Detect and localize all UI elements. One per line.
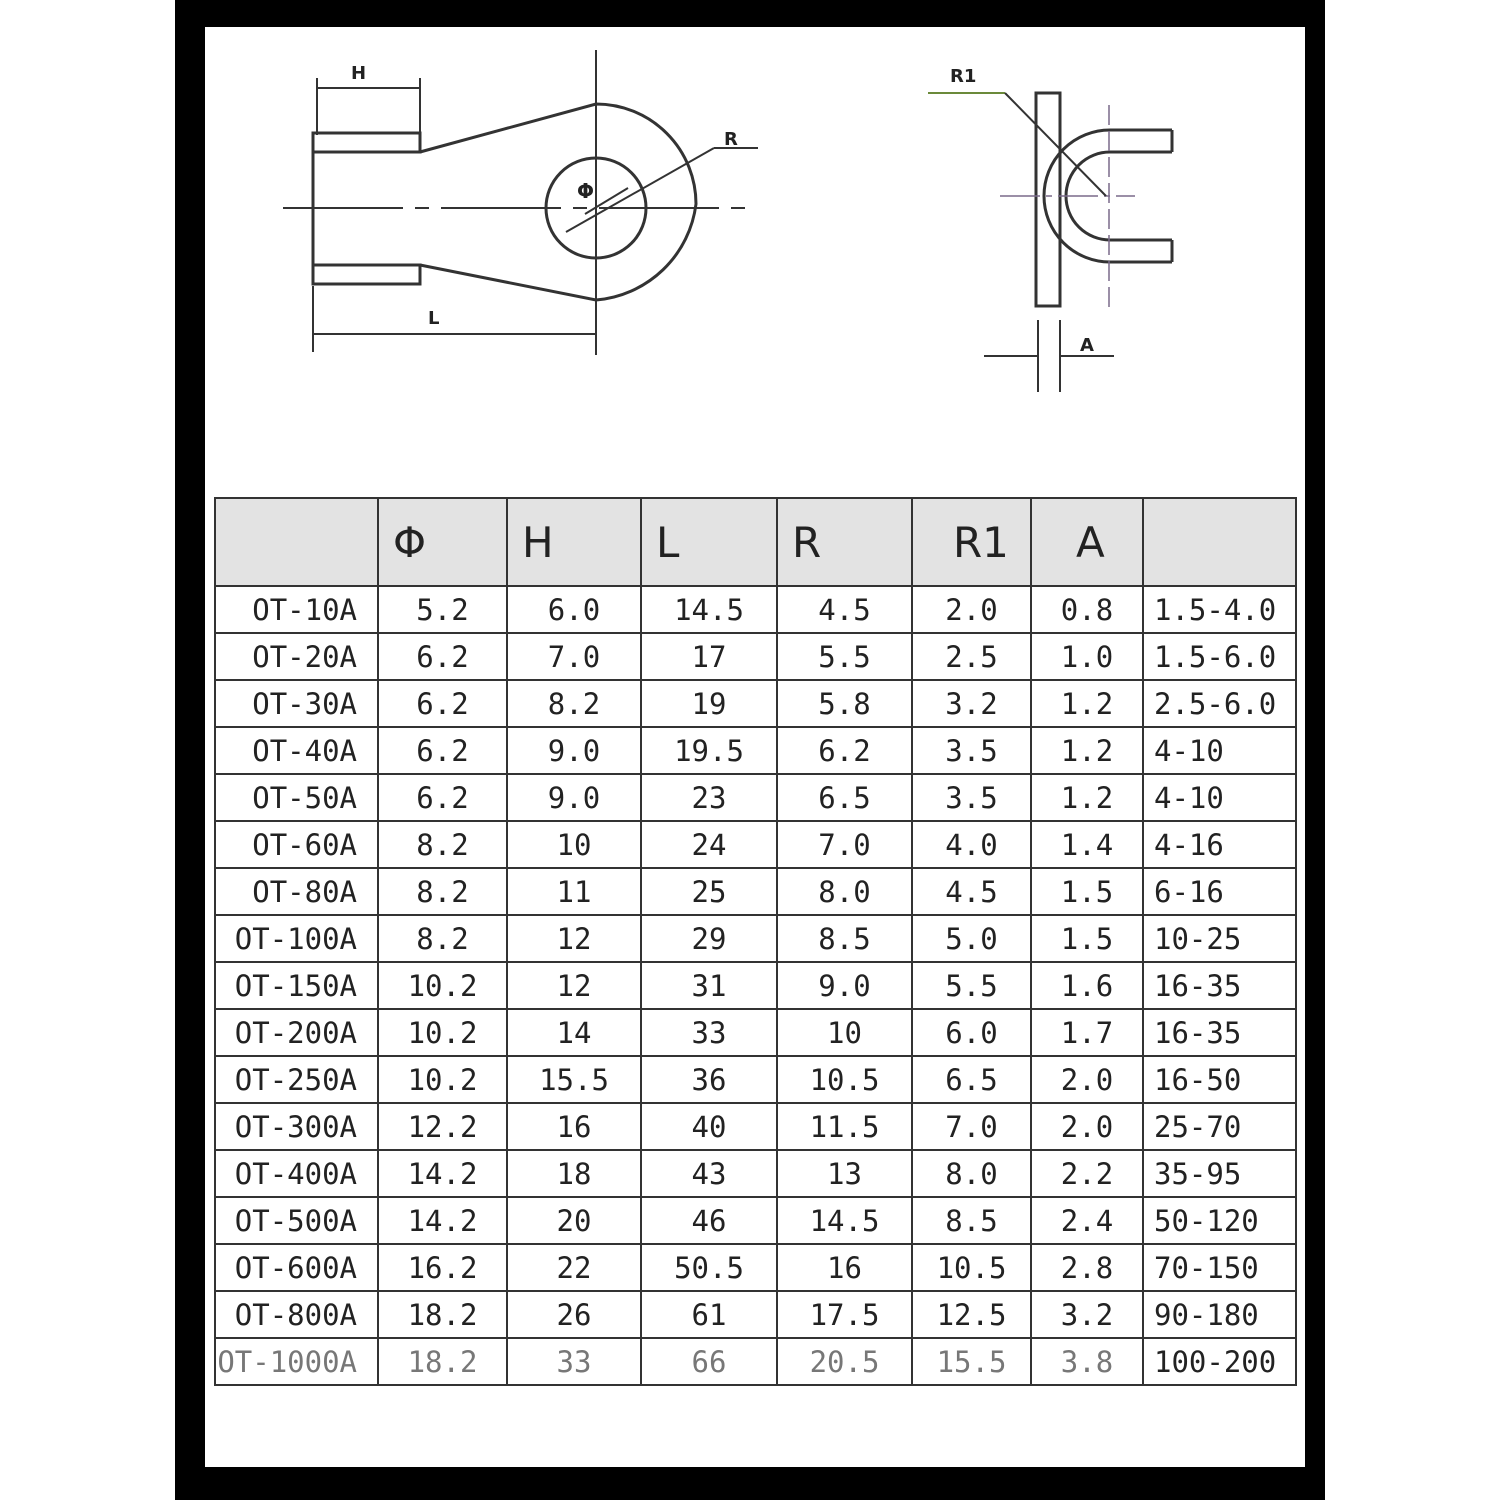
table-row (215, 1197, 1296, 1244)
table-row (215, 1150, 1296, 1197)
cell-l: 24 (641, 821, 777, 868)
cell-h: 12 (507, 962, 641, 1009)
table-row (215, 915, 1296, 962)
cell-model: OT-30A (215, 680, 378, 727)
header-a: A (1031, 498, 1143, 586)
cell-h: 12 (507, 915, 641, 962)
cell-wire: 35-95 (1143, 1150, 1296, 1197)
table-row (215, 1056, 1296, 1103)
table-row (215, 633, 1296, 680)
cell-phi: 6.2 (378, 680, 507, 727)
cell-model: OT-1000A (215, 1338, 378, 1385)
cell-model: OT-20A (215, 633, 378, 680)
cell-r1: 5.5 (912, 962, 1031, 1009)
cell-wire: 90-180 (1143, 1291, 1296, 1338)
cell-model: OT-80A (215, 868, 378, 915)
cell-a: 2.8 (1031, 1244, 1143, 1291)
tongue-plate-section (1036, 93, 1060, 306)
cell-r: 5.5 (777, 633, 912, 680)
table-row (215, 1291, 1296, 1338)
cell-r: 13 (777, 1150, 912, 1197)
cell-wire: 4-10 (1143, 774, 1296, 821)
cell-wire: 16-50 (1143, 1056, 1296, 1103)
cell-l: 50.5 (641, 1244, 777, 1291)
cell-r1: 3.2 (912, 680, 1031, 727)
cell-h: 22 (507, 1244, 641, 1291)
cell-wire: 70-150 (1143, 1244, 1296, 1291)
cell-r1: 6.0 (912, 1009, 1031, 1056)
cell-r: 9.0 (777, 962, 912, 1009)
cell-r1: 7.0 (912, 1103, 1031, 1150)
header-l: L (641, 498, 777, 586)
cell-model: OT-200A (215, 1009, 378, 1056)
cell-r: 5.8 (777, 680, 912, 727)
cell-r1: 2.0 (912, 586, 1031, 633)
cell-l: 36 (641, 1056, 777, 1103)
cell-wire: 16-35 (1143, 962, 1296, 1009)
cell-r1: 3.5 (912, 727, 1031, 774)
cell-a: 3.2 (1031, 1291, 1143, 1338)
cell-a: 2.4 (1031, 1197, 1143, 1244)
cell-a: 1.4 (1031, 821, 1143, 868)
cell-phi: 18.2 (378, 1338, 507, 1385)
cell-l: 19 (641, 680, 777, 727)
cell-r: 10 (777, 1009, 912, 1056)
label-r: R (724, 129, 738, 150)
cell-a: 1.5 (1031, 868, 1143, 915)
cell-h: 20 (507, 1197, 641, 1244)
cell-l: 19.5 (641, 727, 777, 774)
cell-phi: 5.2 (378, 586, 507, 633)
cell-r1: 15.5 (912, 1338, 1031, 1385)
cell-phi: 14.2 (378, 1197, 507, 1244)
cell-l: 14.5 (641, 586, 777, 633)
cell-r1: 6.5 (912, 1056, 1031, 1103)
cell-model: OT-800A (215, 1291, 378, 1338)
cell-h: 9.0 (507, 727, 641, 774)
cell-r: 20.5 (777, 1338, 912, 1385)
cell-r: 7.0 (777, 821, 912, 868)
cell-phi: 18.2 (378, 1291, 507, 1338)
cell-r: 11.5 (777, 1103, 912, 1150)
cell-l: 23 (641, 774, 777, 821)
cell-a: 3.8 (1031, 1338, 1143, 1385)
cell-wire: 1.5-6.0 (1143, 633, 1296, 680)
cell-r1: 10.5 (912, 1244, 1031, 1291)
table-row (215, 586, 1296, 633)
table-row (215, 1009, 1296, 1056)
cell-model: OT-60A (215, 821, 378, 868)
cell-model: OT-400A (215, 1150, 378, 1197)
header-model (215, 498, 378, 586)
cell-l: 61 (641, 1291, 777, 1338)
cell-r1: 2.5 (912, 633, 1031, 680)
table-row (215, 1338, 1296, 1385)
cell-r1: 8.0 (912, 1150, 1031, 1197)
cell-l: 43 (641, 1150, 777, 1197)
cell-phi: 8.2 (378, 821, 507, 868)
cell-phi: 16.2 (378, 1244, 507, 1291)
cell-model: OT-50A (215, 774, 378, 821)
cell-l: 31 (641, 962, 777, 1009)
cell-phi: 6.2 (378, 727, 507, 774)
table-row (215, 727, 1296, 774)
cell-r1: 5.0 (912, 915, 1031, 962)
table-row (215, 1244, 1296, 1291)
cell-model: OT-500A (215, 1197, 378, 1244)
label-phi: Φ (577, 179, 595, 203)
cell-h: 14 (507, 1009, 641, 1056)
cell-r1: 12.5 (912, 1291, 1031, 1338)
cell-r1: 3.5 (912, 774, 1031, 821)
cell-r1: 8.5 (912, 1197, 1031, 1244)
terminal-dimension-drawing (0, 0, 1500, 500)
cell-r1: 4.0 (912, 821, 1031, 868)
cell-phi: 10.2 (378, 962, 507, 1009)
cell-h: 33 (507, 1338, 641, 1385)
tongue-outline (420, 104, 696, 300)
table-row (215, 821, 1296, 868)
cell-h: 11 (507, 868, 641, 915)
header-h: H (507, 498, 641, 586)
header-phi: Φ (378, 498, 507, 586)
table-row (215, 868, 1296, 915)
cell-r: 6.2 (777, 727, 912, 774)
cell-l: 40 (641, 1103, 777, 1150)
cell-a: 2.2 (1031, 1150, 1143, 1197)
cell-model: OT-10A (215, 586, 378, 633)
table-row (215, 962, 1296, 1009)
cell-wire: 2.5-6.0 (1143, 680, 1296, 727)
ring-terminal-side-view (928, 93, 1172, 392)
table-row (215, 1103, 1296, 1150)
label-r1: R1 (950, 66, 977, 87)
cell-h: 16 (507, 1103, 641, 1150)
cell-wire: 25-70 (1143, 1103, 1296, 1150)
cell-phi: 10.2 (378, 1009, 507, 1056)
cell-h: 10 (507, 821, 641, 868)
cell-model: OT-100A (215, 915, 378, 962)
cell-a: 1.2 (1031, 680, 1143, 727)
cell-h: 6.0 (507, 586, 641, 633)
cell-r: 4.5 (777, 586, 912, 633)
cell-phi: 12.2 (378, 1103, 507, 1150)
cell-wire: 6-16 (1143, 868, 1296, 915)
cell-a: 2.0 (1031, 1056, 1143, 1103)
cell-a: 1.2 (1031, 774, 1143, 821)
r1-leader-line (1005, 93, 1106, 196)
cell-h: 18 (507, 1150, 641, 1197)
cell-a: 1.7 (1031, 1009, 1143, 1056)
header-r: R (777, 498, 912, 586)
cell-r: 6.5 (777, 774, 912, 821)
cell-wire: 16-35 (1143, 1009, 1296, 1056)
cell-a: 2.0 (1031, 1103, 1143, 1150)
cell-a: 1.5 (1031, 915, 1143, 962)
cell-a: 0.8 (1031, 586, 1143, 633)
cell-phi: 10.2 (378, 1056, 507, 1103)
label-l: L (428, 308, 440, 329)
cell-model: OT-40A (215, 727, 378, 774)
cell-h: 7.0 (507, 633, 641, 680)
header-wire (1143, 498, 1296, 586)
label-a: A (1080, 335, 1094, 356)
table-body (215, 586, 1296, 1385)
cell-l: 25 (641, 868, 777, 915)
cell-wire: 1.5-4.0 (1143, 586, 1296, 633)
cell-wire: 10-25 (1143, 915, 1296, 962)
ring-terminal-top-view (283, 50, 758, 355)
header-r1: R1 (912, 498, 1031, 586)
cell-l: 46 (641, 1197, 777, 1244)
table-header-row (215, 498, 1296, 586)
cell-h: 9.0 (507, 774, 641, 821)
barrel-outline-lower (313, 265, 420, 284)
cell-wire: 4-10 (1143, 727, 1296, 774)
cell-model: OT-300A (215, 1103, 378, 1150)
cell-a: 1.6 (1031, 962, 1143, 1009)
barrel-outline (313, 133, 420, 152)
table-row (215, 774, 1296, 821)
cell-phi: 8.2 (378, 915, 507, 962)
cell-l: 17 (641, 633, 777, 680)
cell-h: 26 (507, 1291, 641, 1338)
cell-phi: 14.2 (378, 1150, 507, 1197)
cell-r: 10.5 (777, 1056, 912, 1103)
cell-l: 29 (641, 915, 777, 962)
cell-h: 8.2 (507, 680, 641, 727)
cell-r: 8.0 (777, 868, 912, 915)
table-row (215, 680, 1296, 727)
cell-l: 33 (641, 1009, 777, 1056)
cell-r: 8.5 (777, 915, 912, 962)
cell-model: OT-150A (215, 962, 378, 1009)
cell-r: 17.5 (777, 1291, 912, 1338)
spec-table (214, 497, 1297, 1386)
cell-model: OT-250A (215, 1056, 378, 1103)
cell-phi: 6.2 (378, 774, 507, 821)
cell-phi: 6.2 (378, 633, 507, 680)
cell-wire: 50-120 (1143, 1197, 1296, 1244)
cell-a: 1.0 (1031, 633, 1143, 680)
cell-r: 16 (777, 1244, 912, 1291)
cell-r1: 4.5 (912, 868, 1031, 915)
cell-wire: 4-16 (1143, 821, 1296, 868)
label-h: H (351, 63, 367, 84)
cell-phi: 8.2 (378, 868, 507, 915)
cell-wire: 100-200 (1143, 1338, 1296, 1385)
cell-r: 14.5 (777, 1197, 912, 1244)
cell-model: OT-600A (215, 1244, 378, 1291)
cell-l: 66 (641, 1338, 777, 1385)
cell-a: 1.2 (1031, 727, 1143, 774)
cell-h: 15.5 (507, 1056, 641, 1103)
